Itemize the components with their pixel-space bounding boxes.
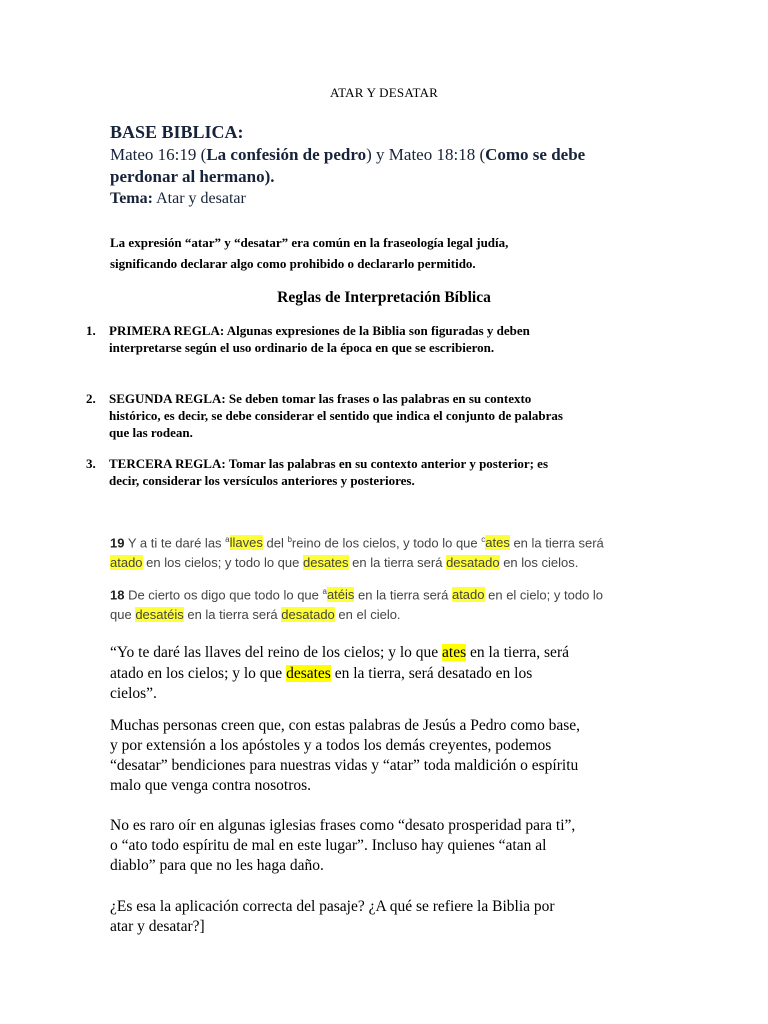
rule-label: PRIMERA REGLA: [109, 323, 220, 338]
verse-mateo-16-19: 19 Y a ti te daré las $^a$llaves del $^b$reino de los cielos, y todo lo que $^c$ates en la tierra será atado en los cielos; y todo lo que desates en la tierra será desatado en los cielos.: [110, 535, 604, 571]
highlight-atado: atado: [110, 555, 143, 571]
rules-heading: Reglas de Interpretación Bíblica: [277, 289, 491, 306]
rule-number: 3.: [86, 456, 96, 471]
intro-paragraph: La expresión “atar” y “desatar” era común en la fraseología legal judía, significando declarar algo como prohibido o declararlo permitido.: [110, 235, 509, 271]
tema-line: [110, 188, 710, 210]
highlight-desates: desates: [302, 555, 349, 571]
highlight-ates: ates: [442, 644, 467, 661]
reference-2-title-part1: Como se debe: [485, 145, 586, 164]
scripture-references: Mateo 16:19 (La confesión de pedro) y Mateo 18:18 (Como se debe perdonar al hermano).: [110, 145, 586, 186]
highlight-desatado: desatado: [281, 607, 335, 623]
highlight-desatado: desatado: [446, 555, 500, 571]
verse-number: 19: [110, 535, 125, 551]
verse-mateo-18-18: 18 De cierto os digo que todo lo que $^a$atéis en la tierra será atado en el cielo; y todo lo que desatéis en la tierra será desatado en el cielo.: [110, 587, 604, 623]
document-title: ATAR Y DESATAR: [329, 85, 439, 100]
paragraph-pregunta: ¿Es esa la aplicación correcta del pasaje? ¿A qué se refiere la Biblia por atar y desatar?]: [110, 898, 555, 935]
reference-1-title: La confesión de pedro: [206, 145, 367, 164]
base-biblica-heading: BASE BIBLICA:: [110, 122, 244, 142]
rule-number: 2.: [86, 391, 96, 406]
rule-label: TERCERA REGLA:: [109, 456, 226, 471]
verse-number: 18: [110, 587, 125, 603]
rule-number: 1.: [86, 323, 96, 338]
quoted-verse: “Yo te daré las llaves del reino de los cielos; y lo que ates en la tierra, será atado en los cielos; y lo que desates en la tierra, será desatado en los cielos”.: [110, 644, 569, 702]
tema-value: Atar y desatar: [152, 190, 246, 207]
highlight-llaves: llaves: [229, 535, 263, 551]
paragraph-no-es-raro: No es raro oír en algunas iglesias frases como “desato prosperidad para ti”, o “ato todo espíritu de mal en este lugar”. Incluso hay quienes “atan al diablo” para que no les haga daño.: [110, 817, 576, 874]
rule-text: Tomar las palabras en su contexto anterior y posterior; es: [228, 456, 549, 471]
rule-text: Se deben tomar las frases o las palabras en su contexto: [228, 391, 532, 406]
paragraph-muchas-personas: Muchas personas creen que, con estas palabras de Jesús a Pedro como base, y por extensión a los apóstoles y a todos los demás creyentes, podemos “desatar” bendiciones para nuestras vidas y “atar” toda maldición o espíritu malo que venga contra nosotros.: [110, 717, 581, 794]
base-biblica-section: [110, 120, 710, 210]
highlight-desates: desates: [286, 664, 331, 682]
highlight-ateis: atéis: [326, 587, 355, 603]
highlight-desateis: desatéis: [135, 607, 184, 623]
rule-2: 2. SEGUNDA REGLA: Se deben tomar las frases o las palabras en su contexto histórico, es decir, se debe considerar el sentido que indica el conjunto de palabras que las rodean.: [86, 391, 563, 440]
highlight-ates: ates: [485, 535, 510, 551]
rule-text: Algunas expresiones de la Biblia son figuradas y deben: [226, 323, 530, 338]
rule-1: 1. PRIMERA REGLA: Algunas expresiones de la Biblia son figuradas y deben interpretarse según el uso ordinario de la época en que se escribieron.: [86, 323, 530, 355]
rule-label: SEGUNDA REGLA:: [109, 391, 226, 406]
reference-2-title-part2: perdonar al hermano: [110, 167, 265, 186]
rule-3: 3. TERCERA REGLA: Tomar las palabras en su contexto anterior y posterior; es decir, considerar los versículos anteriores y posteriores.: [86, 456, 549, 488]
tema-label: Tema:: [110, 190, 153, 207]
highlight-atado: atado: [451, 587, 485, 603]
